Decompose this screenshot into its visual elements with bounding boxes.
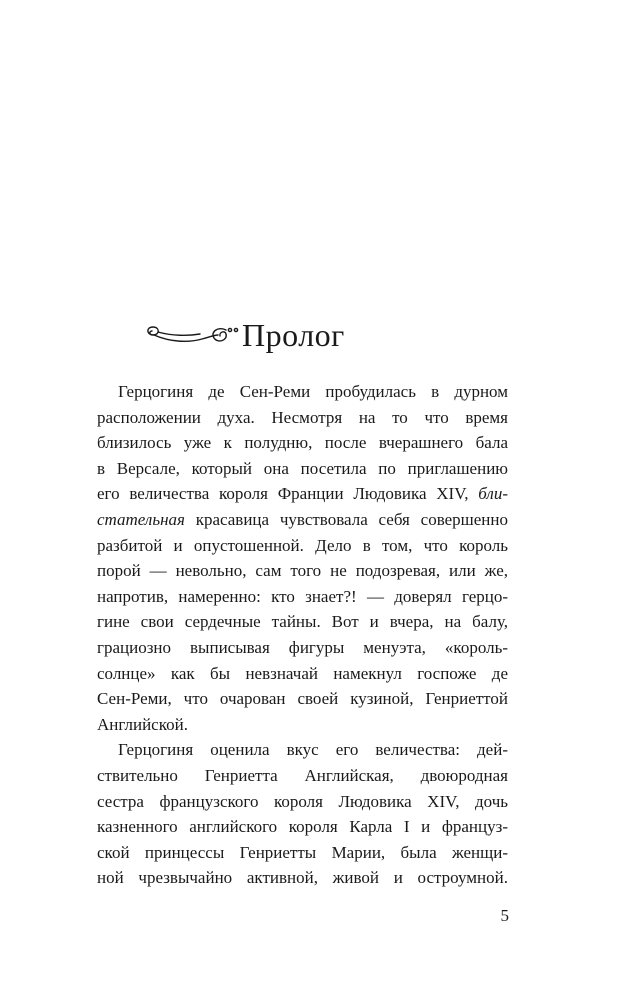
text-line: близилось уже к полудню, после вчерашнего бала <box>97 433 508 453</box>
text-line: напротив, намеренно: кто знает?! — доверял герцо- <box>97 586 508 606</box>
text-line: разбитой и опустошенной. Дело в том, что король <box>97 535 508 555</box>
text-line: Герцогиня оценила вкус его величества: дей- <box>118 740 508 760</box>
text-line: Герцогиня де Сен-Реми пробудилась в дурном <box>118 382 508 401</box>
text-line: Сен-Реми, что очарован своей кузиной, Генриеттой <box>97 689 508 709</box>
italic-fragment: бли- <box>478 484 508 504</box>
chapter-title: Пролог <box>242 317 345 353</box>
text-line: сестра французского короля Людовика XIV, дочь <box>97 791 508 811</box>
body-text <box>97 379 508 891</box>
flourish-ornament-icon <box>140 318 240 352</box>
page-number: 5 <box>500 906 509 925</box>
text-line: казненного английского короля Карла I и француз- <box>97 817 508 837</box>
text-fragment: его величества короля Франции Людовика XIV, <box>97 484 479 504</box>
text-line: ствительно Генриетта Английская, двоюродная <box>97 765 508 785</box>
text-fragment: красавица чувствовала себя совершенно <box>184 509 508 529</box>
text-line <box>97 481 508 507</box>
text-line: Английской. <box>97 714 188 734</box>
chapter-heading <box>140 310 345 360</box>
text-line: гине свои сердечные тайны. Вот и вчера, на балу, <box>97 612 508 632</box>
text-line: в Версале, который она посетила по приглашению <box>97 458 508 478</box>
text-line: порой — невольно, сам того не подозревая, или же, <box>97 561 508 581</box>
text-line <box>97 507 508 533</box>
italic-fragment: стательная <box>97 509 185 529</box>
text-line: расположении духа. Несмотря на то что время <box>97 407 508 427</box>
text-line: грациозно выписывая фигуры менуэта, «король- <box>97 637 508 657</box>
text-line: ной чрезвычайно активной, живой и остроумной. <box>97 868 508 888</box>
text-line: солнце» как бы невзначай намекнул госпоже де <box>97 663 508 683</box>
text-line: ской принцессы Генриетты Марии, была женщи- <box>97 842 508 862</box>
